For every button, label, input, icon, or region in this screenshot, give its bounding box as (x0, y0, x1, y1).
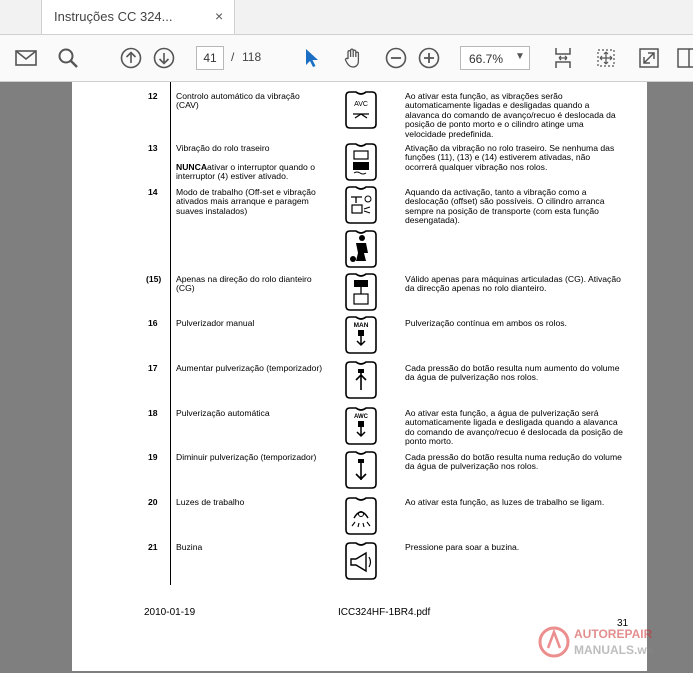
document-tab[interactable] (41, 0, 235, 34)
svg-text:MANUALS.ws: MANUALS.ws (574, 643, 654, 657)
full-screen-icon[interactable] (637, 46, 661, 70)
row-function: Aumentar pulverização (temporizador) (176, 363, 323, 373)
tab-bar (0, 0, 693, 35)
page-number-input[interactable]: 41 (196, 46, 224, 70)
row-number: 20 (148, 497, 158, 507)
watermark-logo (536, 618, 686, 668)
zoom-out-icon[interactable] (384, 46, 408, 70)
row-description: Válido apenas para máquinas articuladas (CG). Ativação da direcção apenas no rolo dianteiro. (405, 274, 621, 294)
row-description: Pressione para soar a buzina. (405, 542, 520, 552)
footer-file: ICC324HF-1BR4.pdf (338, 607, 431, 618)
row-description: Ao ativar esta função, a água de pulverização será automaticamente ligada e desligada quando a alavanca do comando de avanço/recuo é deslocada da posição de ponto morto. (405, 408, 623, 447)
document-page (72, 82, 647, 671)
close-icon[interactable]: × (215, 8, 224, 24)
sidebar-icon[interactable] (675, 46, 693, 70)
zoom-select[interactable] (460, 46, 530, 70)
row-description: Ao ativar esta função, as luzes de trabalho se ligam. (405, 497, 605, 507)
auto-spray-icon (342, 406, 380, 446)
svg-text:AWC: AWC (354, 414, 368, 420)
row-description: Aquando da activação, tanto a vibração como a deslocação (offset) são possíveis. O cilindro arranca sempre na posição de transporte (com esta função desengatada). (405, 187, 605, 226)
svg-text:AVC: AVC (354, 101, 368, 108)
row-number: (15) (146, 274, 162, 284)
tab-title: Instruções CC 324... (54, 9, 173, 24)
row-number: 18 (148, 408, 158, 418)
chevron-down-icon: ▼ (515, 51, 525, 62)
avc-vibration-icon (342, 90, 380, 130)
page-separator: / (231, 50, 235, 64)
decrease-spray-icon (342, 450, 380, 490)
row-function: Pulverizador manual (176, 318, 255, 328)
row-function: Modo de trabalho (Off-set e vibração ativados mais arranque e paragem suaves instalados) (176, 187, 316, 216)
increase-spray-icon (342, 360, 380, 400)
row-function (176, 144, 324, 182)
row-function-note: ativar o interruptor quando o interruptor (4) estiver ativado. (176, 161, 315, 182)
page-total: 118 (242, 50, 262, 64)
hand-tool-icon[interactable] (341, 46, 365, 70)
scrolling-mode-icon[interactable] (551, 46, 575, 70)
row-number: 14 (148, 187, 158, 197)
row-description: Pulverização contínua em ambos os rolos. (405, 318, 567, 328)
row-description: Cada pressão do botão resulta numa redução do volume da água de pulverização nos rolos. (405, 452, 622, 472)
svg-text:AUTOREPAIR: AUTOREPAIR (574, 627, 653, 641)
row-description: Ativação da vibração no rolo traseiro. Se nenhuma das funções (11), (13) e (14) estiverem ativadas, não ocorrerá qualquer vibração nos rolos. (405, 143, 615, 172)
row-number: 12 (148, 91, 158, 101)
mail-icon[interactable] (14, 46, 38, 70)
search-icon[interactable] (56, 46, 80, 70)
horn-icon (342, 541, 380, 581)
row-description: Ao ativar esta função, as vibrações serão automaticamente ligadas e desligadas quando a alavanca do comando de avanço/recuo é deslocada da posição de ponto morto e o cilindro atinge uma velocidade predefinida. (405, 91, 616, 139)
row-number: 17 (148, 363, 158, 373)
row-function: Diminuir pulverização (temporizador) (176, 452, 317, 462)
row-function: Controlo automático da vibração (CAV) (176, 91, 300, 111)
svg-text:MAN: MAN (353, 322, 369, 329)
front-roller-direction-icon (342, 272, 380, 312)
page-up-icon[interactable] (119, 46, 143, 70)
footer-page: 31 (617, 618, 629, 629)
operator-icon (342, 229, 380, 269)
row-number: 13 (148, 143, 158, 153)
zoom-value: 66.7% (469, 52, 504, 66)
footer-date: 2010-01-19 (144, 607, 196, 618)
fit-page-icon[interactable] (594, 46, 618, 70)
table-divider (170, 82, 171, 585)
rear-roller-vibration-icon (342, 142, 380, 182)
row-function-warning: NUNCA (176, 161, 208, 172)
toolbar (0, 35, 693, 82)
select-cursor-icon[interactable] (299, 46, 323, 70)
page-down-icon[interactable] (152, 46, 176, 70)
row-function: Apenas na direção do rolo dianteiro (CG) (176, 274, 312, 294)
row-number: 19 (148, 452, 158, 462)
zoom-in-icon[interactable] (417, 46, 441, 70)
row-function-title: Vibração do rolo traseiro (176, 143, 270, 153)
row-number: 21 (148, 542, 158, 552)
row-function: Buzina (176, 542, 203, 552)
work-lights-icon (342, 496, 380, 536)
row-function: Luzes de trabalho (176, 497, 245, 507)
work-mode-icon (342, 185, 380, 225)
manual-spray-icon (342, 315, 380, 355)
row-function: Pulverização automática (176, 408, 270, 418)
row-number: 16 (148, 318, 158, 328)
row-description: Cada pressão do botão resulta num aumento do volume da água de pulverização nos rolos. (405, 363, 620, 383)
